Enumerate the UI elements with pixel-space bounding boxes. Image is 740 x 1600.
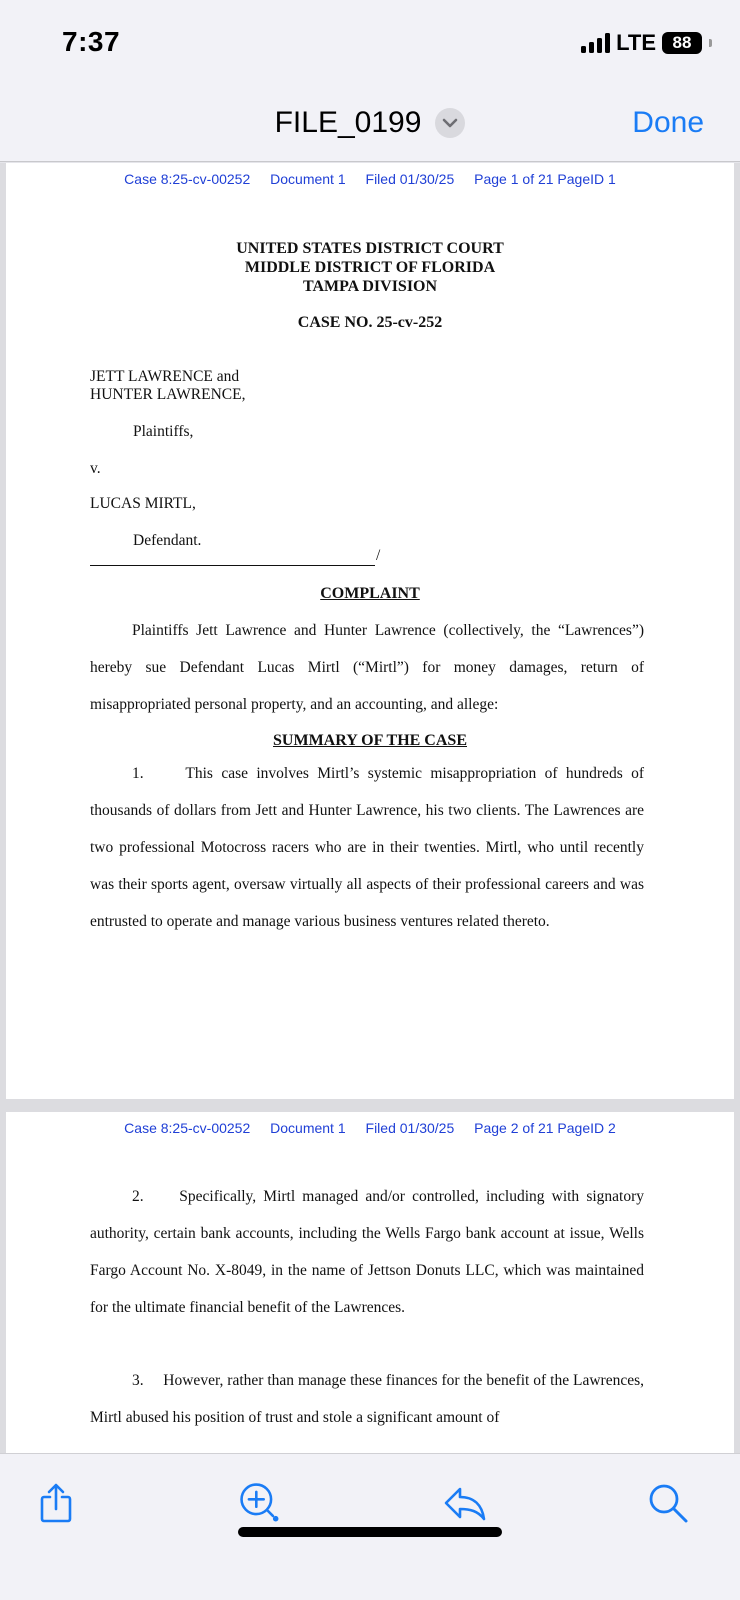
paragraph-3-number: 3. — [132, 1372, 144, 1389]
document-page-2 — [6, 1112, 734, 1453]
defendant-name: LUCAS MIRTL, — [90, 495, 196, 512]
ecf-case-number: Case 8:25-cv-00252 — [124, 1120, 251, 1136]
paragraph-1 — [90, 755, 644, 940]
court-name: UNITED STATES DISTRICT COURT — [236, 240, 504, 257]
caption-rule — [90, 565, 375, 566]
paragraph-1-text: This case involves Mirtl’s systemic misappropriation of hundreds of thousands of dollars from Jett and Hunter Lawrence, his two clients. The Lawrences are two professional Motocross racers who are in their twenties. Mirtl, who until recently was their sports agent, oversaw virtually all aspects of their professional careers and was entrusted to operate and manage various business ventures related thereto. — [90, 765, 644, 930]
status-indicators — [581, 30, 712, 56]
ecf-filed-date: Filed 01/30/25 — [365, 171, 455, 187]
ecf-document: Document 1 — [270, 171, 346, 187]
ecf-header — [6, 171, 734, 187]
intro-paragraph — [90, 612, 644, 723]
chevron-down-icon[interactable] — [435, 108, 465, 138]
paragraph-2 — [90, 1178, 644, 1326]
battery-cap — [709, 39, 712, 47]
done-button[interactable]: Done — [632, 106, 704, 139]
paragraph-1-number: 1. — [132, 765, 144, 782]
signal-icon — [581, 33, 610, 53]
battery-icon: 88 — [662, 32, 702, 54]
ecf-case-number: Case 8:25-cv-00252 — [124, 171, 251, 187]
ecf-page-id: Page 1 of 21 PageID 1 — [474, 171, 616, 187]
paragraph-2-text: Specifically, Mirtl managed and/or controlled, including with signatory authority, certain bank accounts, including the Wells Fargo bank account at issue, Wells Fargo Account No. X-8049, in the name of Jettson Donuts LLC, which was maintained for the ultimate financial benefit of the Lawrences. — [90, 1188, 644, 1316]
document-page-1 — [6, 163, 734, 1099]
plaintiff-line-1: JETT LAWRENCE and — [90, 368, 240, 385]
share-icon[interactable] — [32, 1479, 80, 1527]
court-district: MIDDLE DISTRICT OF FLORIDA — [244, 259, 496, 276]
caption-slash: / — [376, 547, 381, 564]
paragraph-3 — [90, 1362, 644, 1436]
document-title[interactable]: FILE_0199 — [274, 106, 422, 139]
defendant-label: Defendant. — [133, 532, 202, 549]
status-time: 7:37 — [62, 26, 121, 57]
intro-text: Plaintiffs Jett Lawrence and Hunter Lawrence (collectively, the “Lawrences”) hereby sue Defendant Lucas Mirtl (“Mirtl”) for money damages, return of misappropriated personal property, and an accounting, and allege: — [90, 622, 644, 713]
document-viewer[interactable] — [0, 163, 740, 1453]
paragraph-2-number: 2. — [132, 1188, 144, 1205]
home-indicator[interactable] — [238, 1527, 502, 1537]
ecf-filed-date: Filed 01/30/25 — [365, 1120, 455, 1136]
ecf-page-id: Page 2 of 21 PageID 2 — [474, 1120, 616, 1136]
court-division: TAMPA DIVISION — [302, 278, 438, 295]
plaintiffs-label: Plaintiffs, — [133, 423, 194, 440]
markup-icon[interactable] — [236, 1479, 284, 1527]
ecf-header — [6, 1120, 734, 1136]
case-number: CASE NO. 25-cv-252 — [297, 314, 443, 331]
reply-icon[interactable] — [440, 1479, 488, 1527]
ecf-document: Document 1 — [270, 1120, 346, 1136]
paragraph-3-text: However, rather than manage these finances for the benefit of the Lawrences, Mirtl abused his position of trust and stole a significant amount of — [90, 1372, 645, 1426]
versus: v. — [90, 460, 101, 477]
nav-bar — [0, 90, 740, 162]
title-menu[interactable] — [0, 106, 740, 140]
plaintiff-line-2: HUNTER LAWRENCE, — [90, 386, 246, 403]
status-bar — [0, 0, 740, 90]
complaint-heading: COMPLAINT — [320, 585, 420, 602]
search-icon[interactable] — [644, 1479, 692, 1527]
summary-heading: SUMMARY OF THE CASE — [273, 732, 467, 749]
network-label: LTE — [616, 30, 656, 55]
